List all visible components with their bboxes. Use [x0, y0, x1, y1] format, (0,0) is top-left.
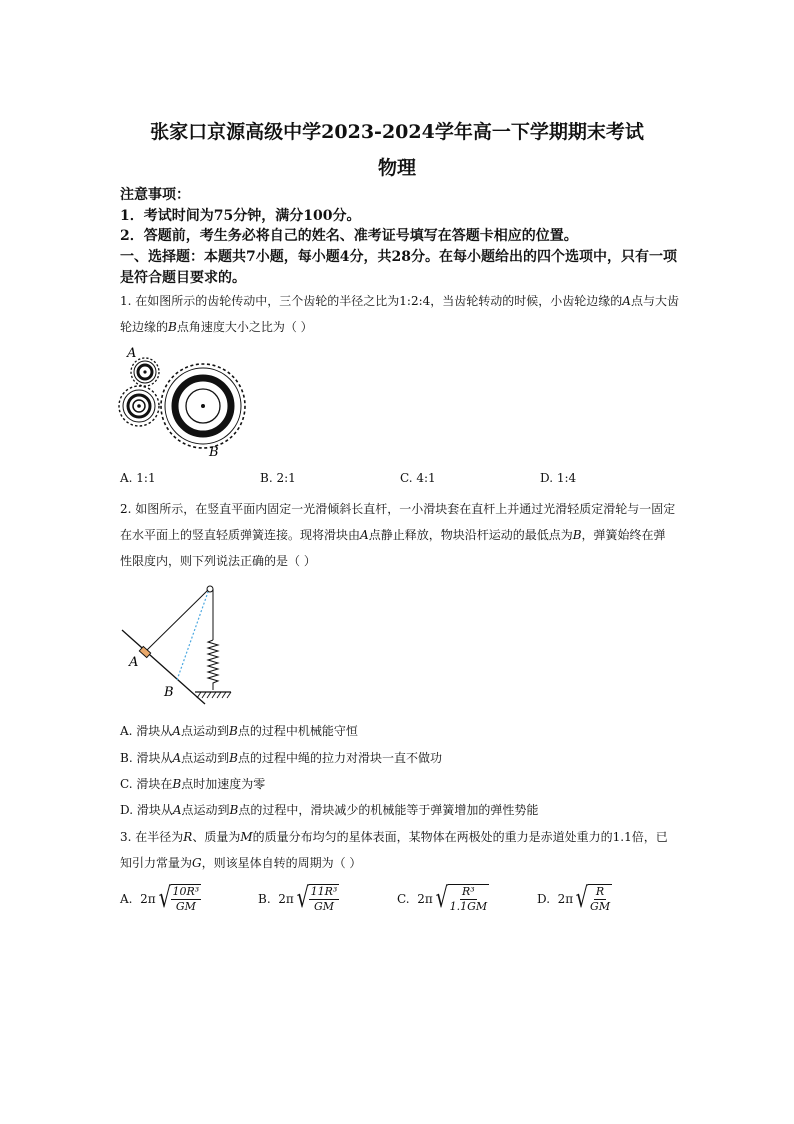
q3-option-b: B. 2π √ $\frac{\text{11R³}}{GM}$ — [258, 881, 338, 914]
q2-option-a: A. 滑块从A点运动到B点的过程中机械能守恒 — [120, 724, 358, 738]
small-gear — [131, 358, 159, 386]
q2-option-c: C. 滑块在B点时加速度为零 — [120, 777, 266, 791]
q3-option-a: A. 2π √ $\frac{\text{10R³}}{GM}$ — [120, 881, 200, 914]
q3-option-c: C. 2π √ $\frac{\text{R³}}{1.1GM}$ — [397, 881, 488, 914]
q3-option-d: D. 2π √ $\frac{R}{GM}$ — [537, 881, 611, 914]
q2-text-line1: 2. 如图所示，在竖直平面内固定一光滑倾斜长直杆，一小滑块套在直杆上并通过光滑轻质定滑轮与一固定 — [120, 502, 676, 516]
pulley — [207, 586, 213, 592]
spring — [208, 640, 218, 690]
q3-text-line2: 知引力常量为G，则该星体自转的周期为（ ） — [120, 856, 362, 870]
q2-text-line2: 在水平面上的竖直轻质弹簧连接。现将滑块由A点静止释放，物块沿杆运动的最低点为B，弹簧始终在弹 — [120, 528, 666, 542]
fig-label-b: B — [209, 445, 219, 460]
q1-option-d: D. 1:4 — [540, 471, 577, 485]
q2-option-b: B. 滑块从A点运动到B点的过程中绳的拉力对滑块一直不做功 — [120, 751, 442, 765]
q2-text-line3: 性限度内，则下列说法正确的是（ ） — [120, 554, 316, 568]
q3-text-line1: 3. 在半径为R、质量为M的质量分布均匀的星体表面，某物体在两极处的重力是赤道处重力的1.1倍，已 — [120, 830, 668, 844]
q1-text-line1: 1. 在如图所示的齿轮传动中，三个齿轮的半径之比为1:2:4，当齿轮转动的时候，小齿轮边缘的A点与大齿 — [120, 294, 679, 308]
section-heading-line1: 一、选择题：本题共7小题，每小题4分，共28分。在每小题给出的四个选项中，只有一项 — [120, 249, 677, 265]
fig-label-a: A — [129, 655, 139, 670]
q1-option-a: A. 1:1 — [120, 471, 156, 485]
exam-title: 张家口京源高级中学2023-2024学年高一下学期期末考试 — [150, 121, 644, 143]
section-heading-line2: 是符合题目要求的。 — [120, 270, 246, 286]
fig-label-b: B — [164, 685, 174, 700]
q1-text-line2: 轮边缘的B点角速度大小之比为（ ） — [120, 320, 313, 334]
gear-figure — [115, 345, 250, 460]
note-item: 1．考试时间为75分钟，满分100分。 — [120, 208, 361, 224]
large-gear — [161, 364, 245, 448]
note-item: 2．答题前，考生务必将自己的姓名、准考证号填写在答题卡相应的位置。 — [120, 228, 578, 244]
fig-label-a: A — [127, 346, 137, 361]
q1-option-b: B. 2:1 — [260, 471, 296, 485]
q1-option-c: C. 4:1 — [400, 471, 436, 485]
q2-option-d: D. 滑块从A点运动到B点的过程中，滑块减少的机械能等于弹簧增加的弹性势能 — [120, 803, 539, 817]
rope — [147, 590, 208, 650]
subject-title: 物理 — [377, 157, 416, 179]
notes-heading: 注意事项： — [120, 187, 190, 203]
incline-spring-figure — [115, 580, 240, 705]
middle-gear — [119, 386, 159, 426]
